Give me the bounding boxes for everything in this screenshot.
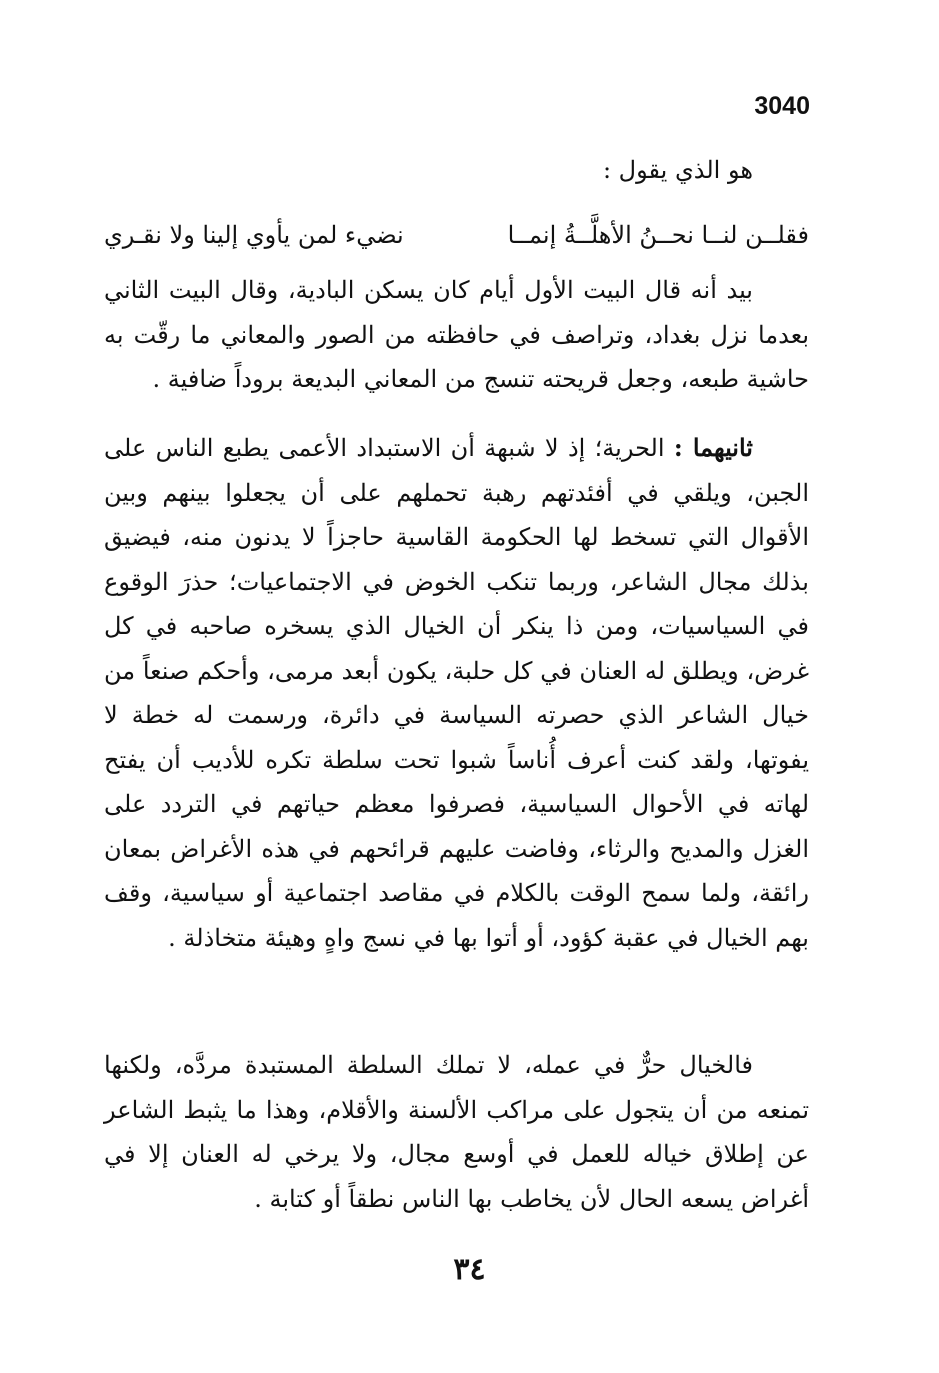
paragraph-1 bbox=[104, 268, 809, 402]
verse-intro: هو الذي يقول : bbox=[602, 156, 753, 184]
verse-first-hemistich: فقلــن لنــا نحــنُ الأهلَّــةُ إنمــا bbox=[507, 221, 809, 249]
paragraph-3-text: فالخيال حرٌّ في عمله، لا تملك السلطة المستبدة مردَّه، ولكنها تمنعه من أن يتجول على مراكب الألسنة والأقلام، وهذا ما يثبط الشاعر عن إطلاق خياله للعمل في أوسع مجال، ولا يرخي له العنان إلا في أغراض يسعه الحال لأن يخاطب بها الناس نطقاً أو كتابة . bbox=[104, 1051, 809, 1213]
page-code: 3040 bbox=[754, 92, 810, 120]
paragraph-2 bbox=[104, 426, 809, 960]
paragraph-1-text: بيد أنه قال البيت الأول أيام كان يسكن البادية، وقال البيت الثاني بعدما نزل بغداد، وتراصف في حافظته من الصور والمعاني ما رقّت به حاشية طبعه، وجعل قريحته تنسج من المعاني البديعة بروداً ضافية . bbox=[104, 276, 809, 393]
paragraph-2-body: الحرية؛ إذ لا شبهة أن الاستبداد الأعمى يطبع الناس على الجبن، ويلقي في أفئدتهم رهبة تحملهم على أن يجعلوا بينهم وبين الأقوال التي تسخط لها الحكومة القاسية حاجزاً لا يدنون منه، فيضيق بذلك مجال الشاعر، وربما تنكب الخوض في الاجتماعيات؛ حذرَ الوقوع في السياسيات، ومن ذا ينكر أن الخيال الذي يسخره صاحبه في كل غرض، ويطلق له العنان في كل حلبة، يكون أبعد مرمى، وأحكم صنعاً من خيال الشاعر الذي حصرته السياسة في دائرة، ورسمت له خطة لا يفوتها، ولقد كنت أعرف أُناساً شبوا تحت سلطة تكره للأديب أن يفتح لهاته في الأحوال السياسية، فصرفوا معظم حياتهم في التردد على الغزل والمديح والرثاء، وفاضت عليهم قرائحهم في هذه الأغراض بمعان رائقة، ولما سمح الوقت بالكلام في مقاصد اجتماعية أو سياسية، وقف بهم الخيال في عقبة كؤود، أو أتوا بها في نسج واهٍ وهيئة متخاذلة . bbox=[104, 434, 809, 952]
verse-second-hemistich: نضيء لمن يأوي إلينا ولا نقـري bbox=[104, 221, 404, 249]
paragraph-2-lead: ثانيهما : bbox=[673, 433, 753, 462]
paragraph-2-text bbox=[104, 426, 809, 960]
paragraph-3 bbox=[104, 1043, 809, 1221]
page-number: ٣٤ bbox=[453, 1252, 486, 1287]
poetry-verse bbox=[104, 213, 809, 257]
